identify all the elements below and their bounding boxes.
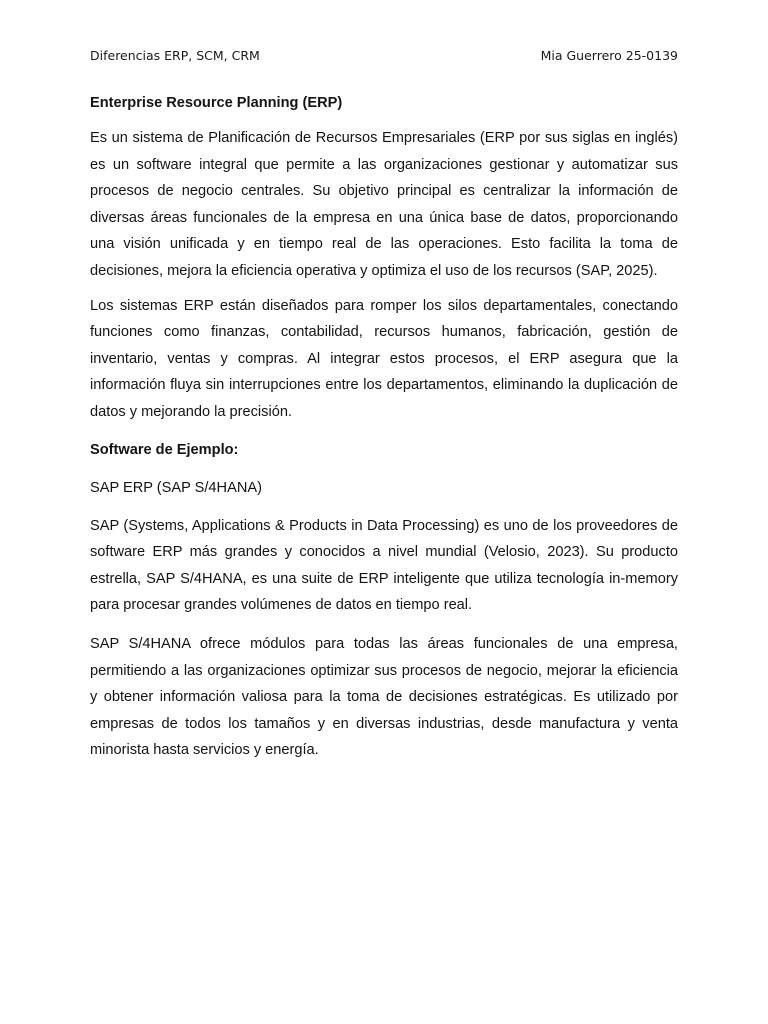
header-author-id: Mia Guerrero 25-0139 <box>540 48 678 63</box>
software-example-name: SAP ERP (SAP S/4HANA) <box>90 479 262 496</box>
paragraph-erp-integration: Los sistemas ERP están diseñados para romper los silos departamentales, conectando funciones como finanzas, contabilidad, recursos humanos, fabricación, gestión de inventario, ventas y compras. Al integrar estos procesos, el ERP asegura que la información fluya sin interrupciones entre los departamentos, eliminando la duplicación de datos y mejorando la precisión. <box>90 297 678 420</box>
section-heading-software: Software de Ejemplo: <box>90 441 239 458</box>
paragraph-sap-modules: SAP S/4HANA ofrece módulos para todas las áreas funcionales de una empresa, permitiendo a las organizaciones optimizar sus procesos de negocio, mejorar la eficiencia y obtener información valiosa para la toma de decisiones estratégicas. Es utilizado por empresas de todos los tamaños y en diversas industrias, desde manufactura y venta minorista hasta servicios y energía. <box>90 635 678 759</box>
section-heading-erp: Enterprise Resource Planning (ERP) <box>90 95 343 111</box>
header-document-title: Diferencias ERP, SCM, CRM <box>90 48 260 63</box>
paragraph-sap-overview: SAP (Systems, Applications & Products in Data Processing) es uno de los proveedores de software ERP más grandes y conocidos a nivel mundial (Velosio, 2023). Su producto estrella, SAP S/4HANA, es una suite de ERP inteligente que utiliza tecnología in-memory para procesar grandes volúmenes de datos en tiempo real. <box>90 517 678 614</box>
paragraph-erp-definition: Es un sistema de Planificación de Recursos Empresariales (ERP por sus siglas en inglés) es un software integral que permite a las organizaciones gestionar y automatizar sus procesos de negocio centrales. Su objetivo principal es centralizar la información de diversas áreas funcionales de la empresa en una única base de datos, proporcionando una visión unificada y en tiempo real de las operaciones. Esto facilita la toma de decisiones, mejora la eficiencia operativa y optimiza el uso de los recursos (SAP, 2025). <box>90 130 678 279</box>
document-body <box>90 93 678 764</box>
page-header <box>90 47 678 65</box>
